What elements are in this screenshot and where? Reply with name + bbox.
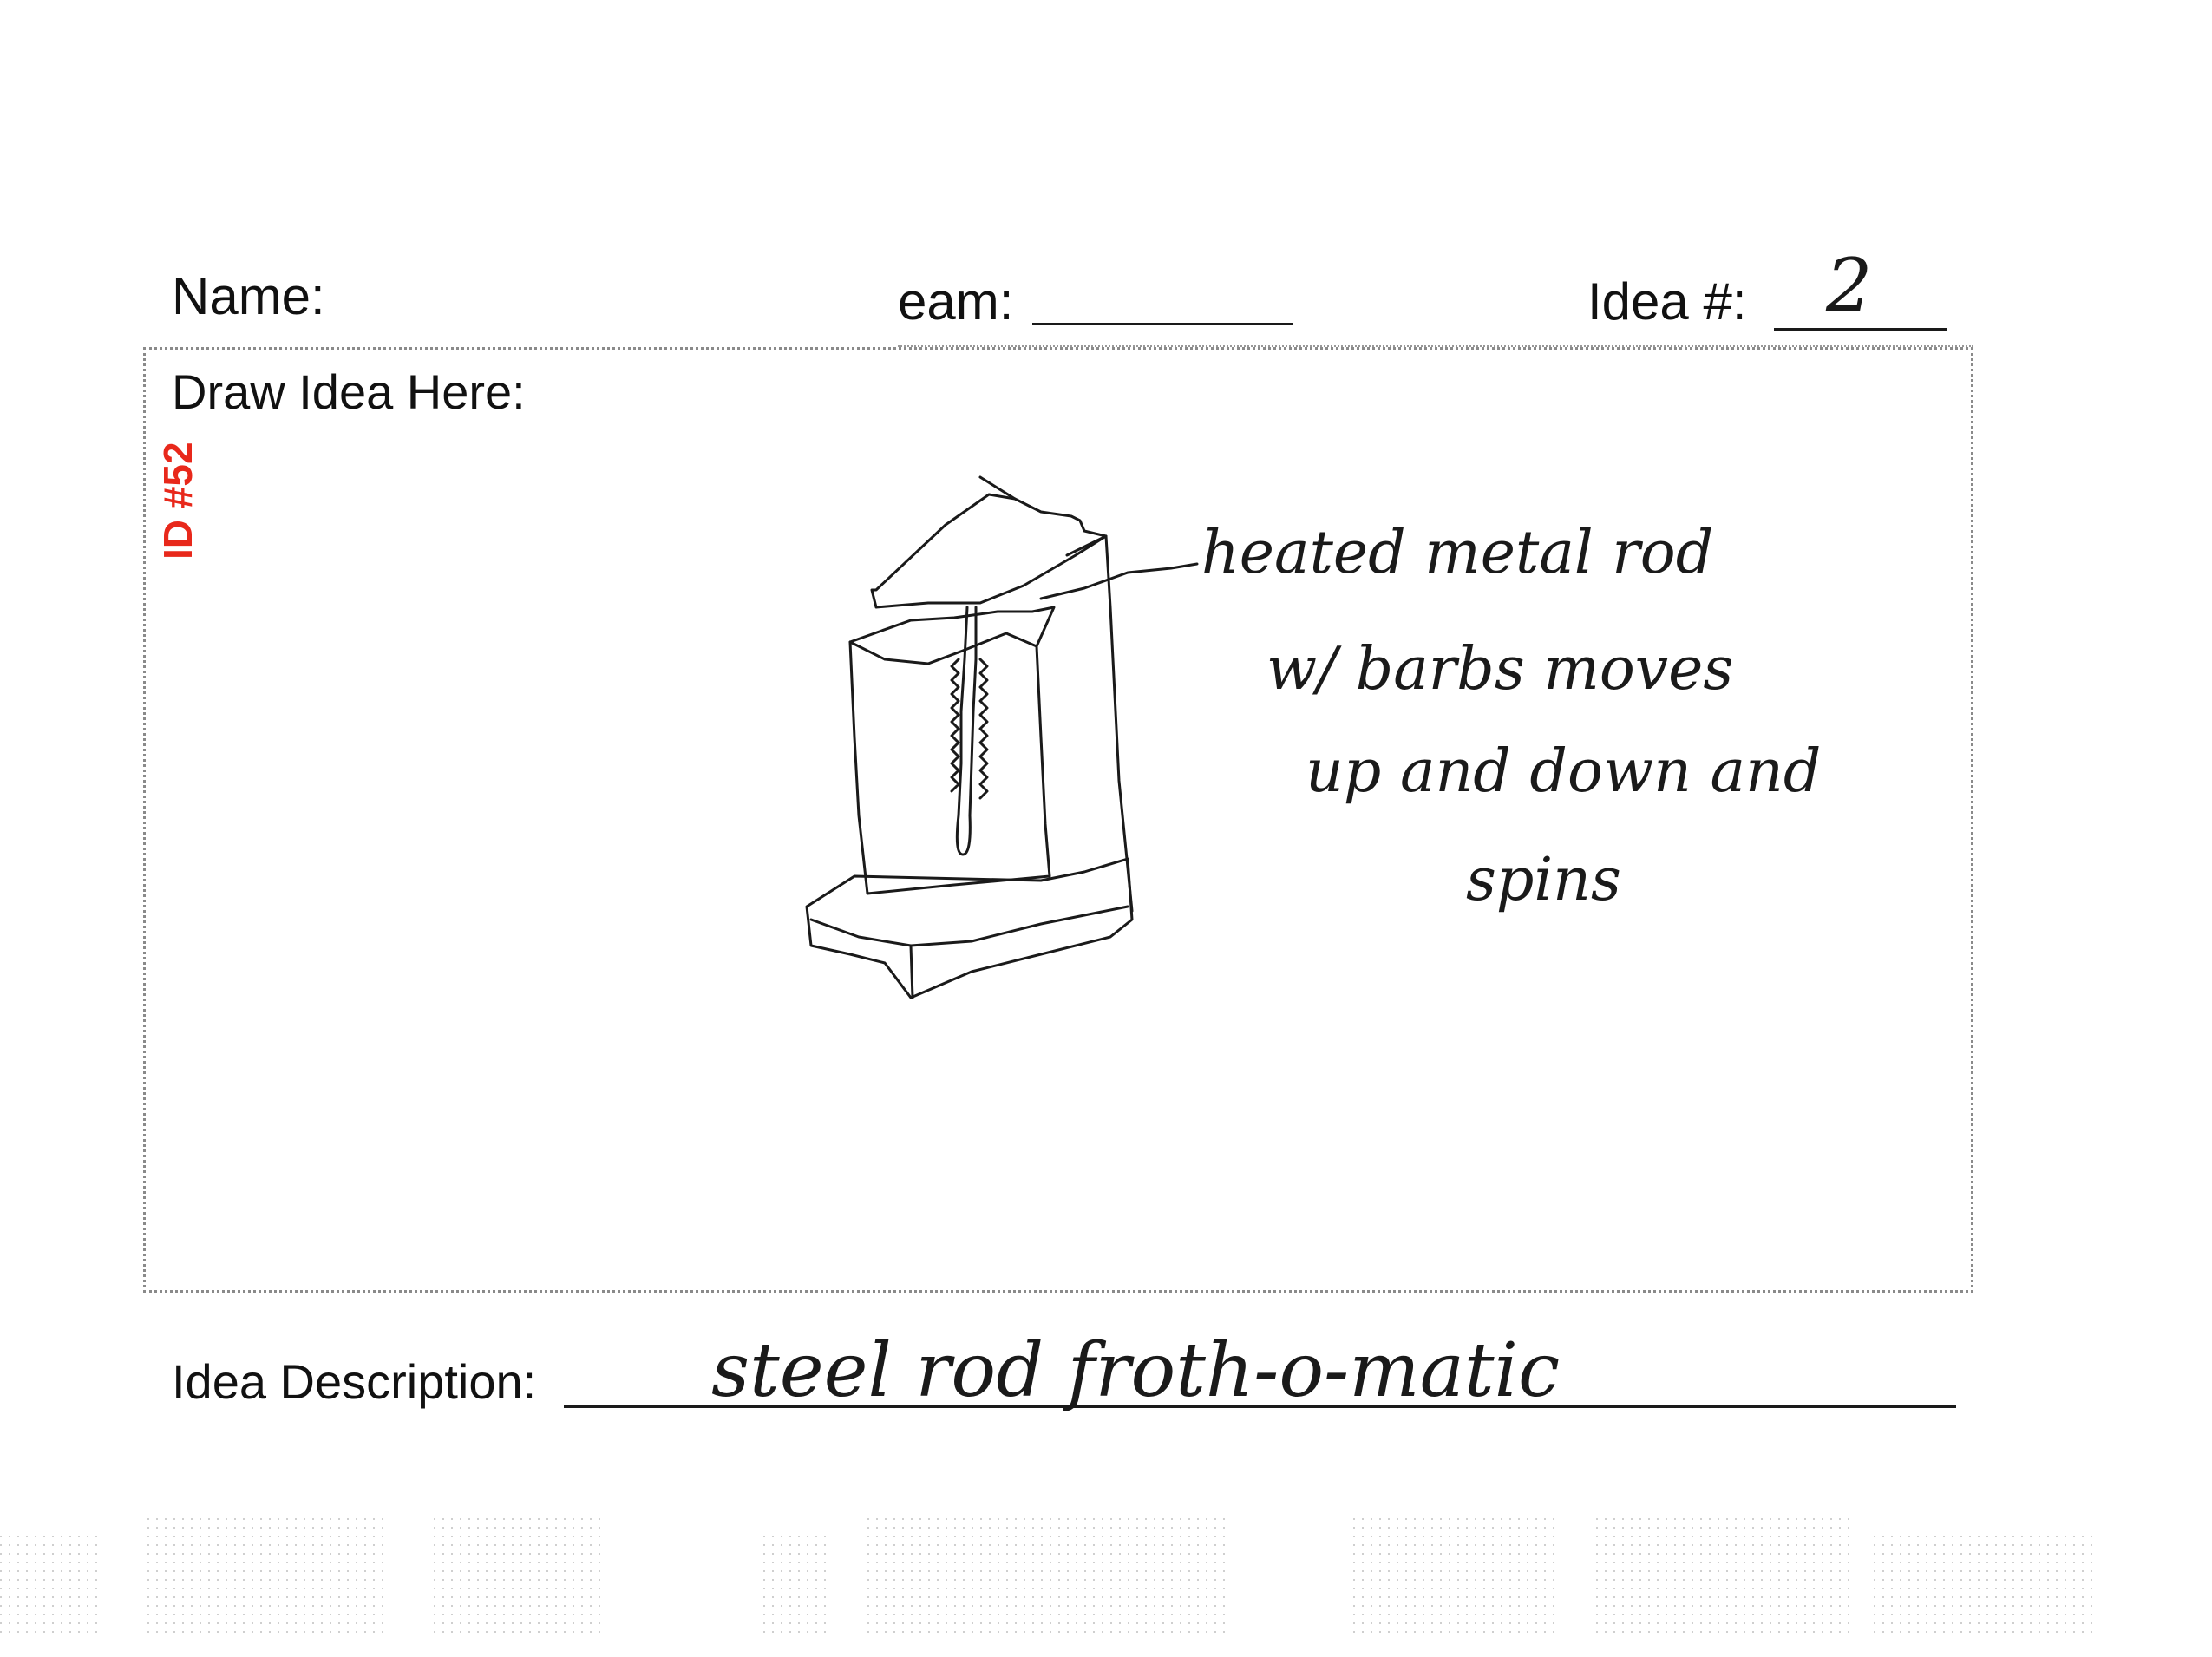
annotation-line-2: w/ barbs moves xyxy=(1266,635,1734,704)
sketch-front-top xyxy=(850,633,1037,664)
idea-description-label: Idea Description: xyxy=(172,1354,537,1409)
idea-number-value: 2 xyxy=(1826,243,1873,328)
name-label: Name: xyxy=(172,267,325,325)
drawing-area-title: Draw Idea Here: xyxy=(172,364,526,419)
annotation-line-4: spins xyxy=(1466,846,1621,914)
sketch-rear-panel xyxy=(1067,536,1132,911)
sketch-leader-line xyxy=(1041,564,1197,599)
sketch-base xyxy=(807,859,1132,998)
sketch-rod-barbs xyxy=(952,659,987,798)
annotation-line-1: heated metal rod xyxy=(1201,519,1714,587)
annotation-line-3: up and down and xyxy=(1306,737,1822,806)
team-label: eam: xyxy=(898,272,1014,331)
document-id-stamp: ID #52 xyxy=(155,442,200,560)
idea-description-value: steel rod froth-o-matic xyxy=(711,1327,1561,1414)
sketch-base-edge xyxy=(811,907,1128,998)
scan-noise xyxy=(0,1501,2212,1657)
idea-number-label: Idea #: xyxy=(1587,272,1747,331)
sketch-rod xyxy=(957,607,976,855)
